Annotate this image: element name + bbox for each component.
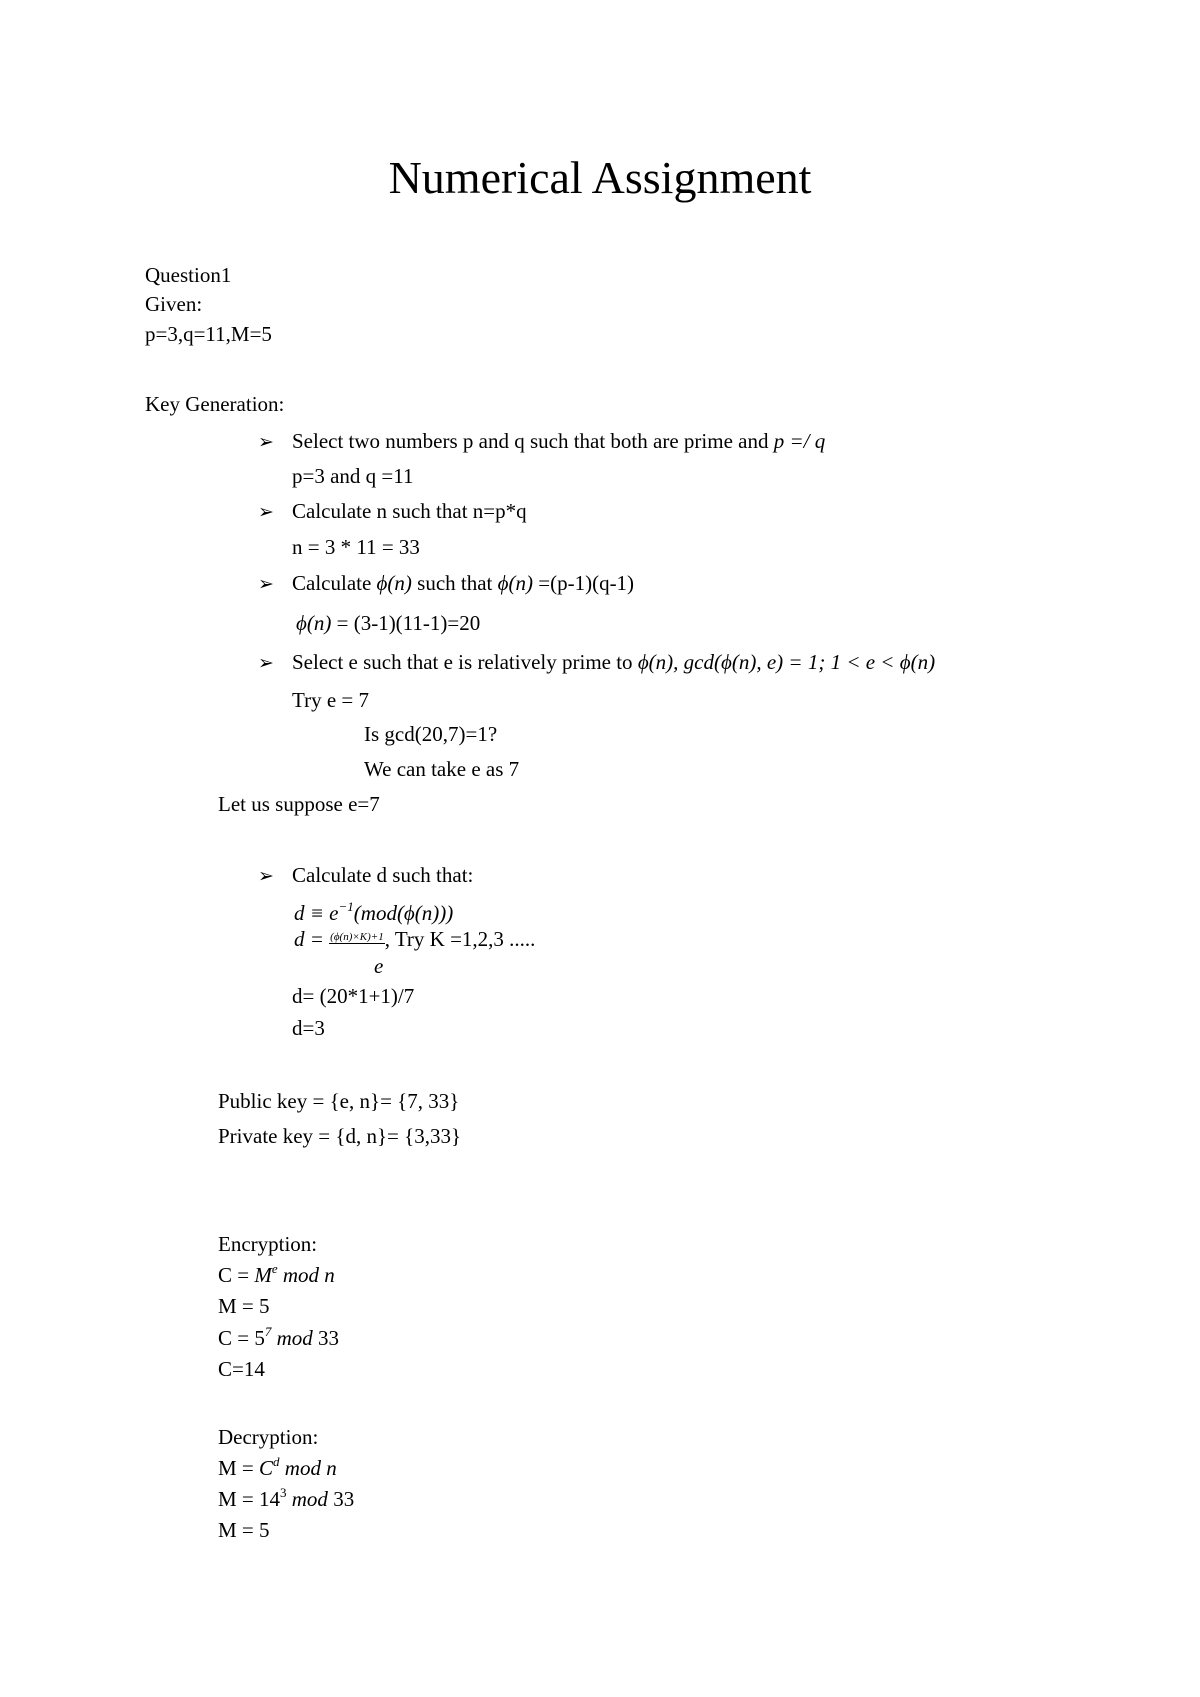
- bullet-calculate-d: [258, 862, 473, 889]
- dec-calc-exp: 3: [280, 1485, 287, 1500]
- phi-symbol: ϕ(n): [376, 571, 412, 595]
- bullet-arrow-icon: ➢: [258, 501, 274, 523]
- encryption-result: C=14: [218, 1357, 265, 1381]
- bullet-math: p =/ q: [773, 429, 826, 453]
- bullet-calculate-phi: [258, 570, 634, 597]
- given-values: p=3,q=11,M=5: [145, 322, 272, 346]
- decryption-formula: [218, 1455, 337, 1481]
- phi-symbol: ϕ(n): [296, 611, 332, 635]
- take-e: We can take e as 7: [364, 757, 520, 781]
- key-generation-label: Key Generation:: [145, 392, 285, 416]
- decryption-result: M = 5: [218, 1518, 270, 1542]
- d-result: d=3: [292, 1016, 325, 1040]
- bullet-text: Calculate n such that n=p*q: [292, 499, 527, 523]
- enc-formula-base: M: [254, 1263, 272, 1287]
- bullet-text: Calculate d such that:: [292, 863, 474, 887]
- page-title: Numerical Assignment: [388, 152, 812, 203]
- decryption-calc: [218, 1486, 354, 1512]
- bullet-arrow-icon: ➢: [258, 865, 274, 887]
- phi-formula: =(p-1)(q-1): [538, 571, 635, 595]
- d-congruence-rhs: (mod(ϕ(n))): [353, 901, 454, 925]
- bullet-arrow-icon: ➢: [258, 652, 274, 674]
- encryption-formula: [218, 1262, 335, 1288]
- phi-symbol: ϕ(n): [497, 571, 533, 595]
- bullet-arrow-icon: ➢: [258, 431, 274, 453]
- dec-formula-lhs: M =: [218, 1456, 254, 1480]
- enc-formula-exp: e: [271, 1261, 278, 1276]
- bullet-math: ϕ(n), gcd(ϕ(n), e) = 1; 1 < e < ϕ(n): [637, 650, 936, 674]
- enc-calc-mod: mod: [276, 1326, 313, 1350]
- dec-formula-exp: d: [273, 1454, 280, 1469]
- gcd-check: Is gcd(20,7)=1?: [364, 722, 498, 746]
- d-congruence-exp: −1: [338, 899, 354, 914]
- bullet-text-mid: such that: [417, 571, 493, 595]
- d-fraction-numerator: (ϕ(n)×K)+1: [330, 931, 384, 943]
- try-e: Try e = 7: [292, 688, 369, 712]
- n-result: n = 3 * 11 = 33: [292, 535, 420, 559]
- primes-result: p=3 and q =11: [292, 464, 414, 488]
- given-label: Given:: [145, 292, 203, 316]
- question-heading: Question1: [145, 263, 232, 287]
- d-congruence: [294, 900, 453, 926]
- enc-calc-lhs: C = 5: [218, 1326, 265, 1350]
- enc-calc-exp: 7: [264, 1324, 272, 1339]
- phi-result: [296, 610, 480, 636]
- encryption-calc: [218, 1325, 339, 1351]
- d-fraction-line: [294, 926, 535, 952]
- dec-calc-mod: mod: [291, 1487, 328, 1511]
- bullet-text: Select two numbers p and q such that both are prime and: [292, 429, 769, 453]
- bullet-select-e: [258, 649, 935, 676]
- d-fraction-try: , Try K =1,2,3 .....: [384, 927, 536, 951]
- bullet-arrow-icon: ➢: [258, 573, 274, 595]
- bullet-calculate-n: [258, 498, 527, 525]
- bullet-select-primes: [258, 428, 825, 455]
- dec-calc-lhs: M = 14: [218, 1487, 281, 1511]
- d-fraction-denominator: e: [374, 954, 384, 978]
- public-key: Public key = {e, n}= {7, 33}: [218, 1089, 460, 1113]
- bullet-text: Calculate: [292, 571, 372, 595]
- d-congruence-lhs: d ≡ e: [294, 901, 339, 925]
- private-key: Private key = {d, n}= {3,33}: [218, 1124, 462, 1148]
- dec-formula-base: C: [259, 1456, 274, 1480]
- enc-formula-lhs: C =: [218, 1263, 250, 1287]
- suppose-e: Let us suppose e=7: [218, 792, 380, 816]
- d-fraction-lhs: d =: [294, 927, 324, 951]
- phi-result-value: = (3-1)(11-1)=20: [336, 611, 481, 635]
- dec-formula-rhs: mod n: [284, 1456, 337, 1480]
- encryption-label: Encryption:: [218, 1232, 318, 1256]
- encryption-m: M = 5: [218, 1294, 270, 1318]
- d-calculation: d= (20*1+1)/7: [292, 984, 415, 1008]
- decryption-label: Decryption:: [218, 1425, 319, 1449]
- enc-formula-rhs: mod n: [282, 1263, 335, 1287]
- bullet-text: Select e such that e is relatively prime to: [292, 650, 633, 674]
- enc-calc-rhs: 33: [318, 1326, 340, 1350]
- dec-calc-rhs: 33: [333, 1487, 355, 1511]
